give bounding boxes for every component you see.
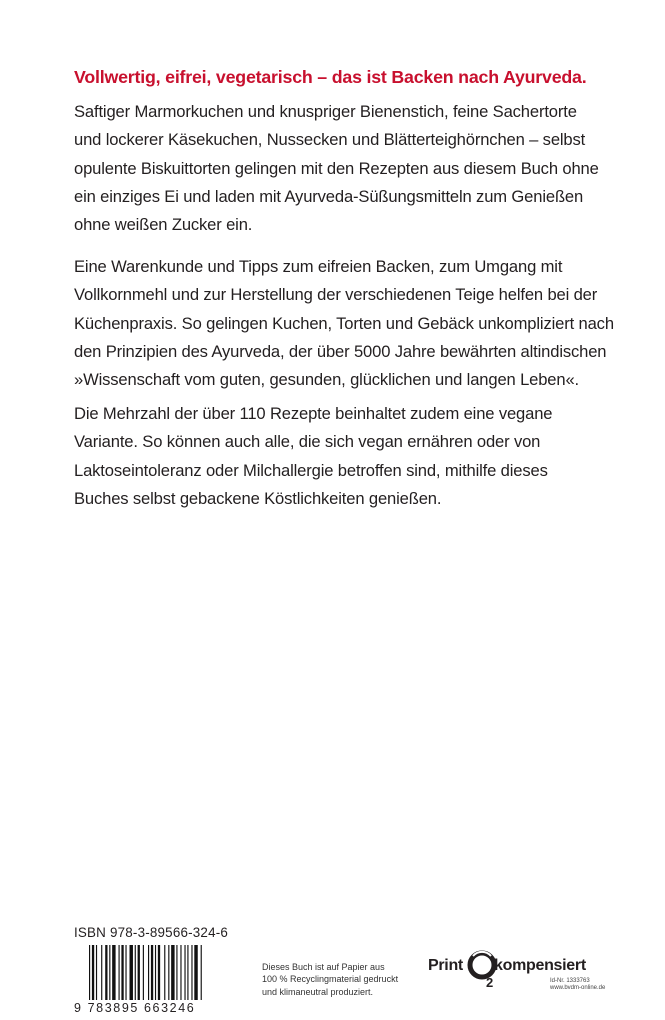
co2-subscript: 2 <box>486 975 494 990</box>
barcode-bar <box>109 945 110 1000</box>
barcode-bar <box>158 945 160 1000</box>
recycling-note-line: 100 % Recyclingmaterial gedruckt <box>262 974 399 985</box>
text-line: den Prinzipien des Ayurveda, der über 5000 Jahre bewährten altindischen <box>74 341 607 361</box>
paragraph-1 <box>74 98 604 239</box>
barcode-bar <box>138 945 140 1000</box>
barcode-bar <box>155 945 156 1000</box>
text-line: opulente Biskuittorten gelingen mit den Rezepten aus diesem Buch ohne <box>74 158 599 178</box>
print-co2-kompensiert-logo <box>428 945 606 1013</box>
text-line: Saftiger Marmorkuchen und knuspriger Bienenstich, feine Sachertorte <box>74 102 577 121</box>
recycling-note-line: Dieses Buch ist auf Papier aus <box>262 962 385 972</box>
barcode-bar <box>125 945 126 1000</box>
barcode-bar <box>151 945 153 1000</box>
barcode-bar <box>112 945 115 1000</box>
barcode-bar <box>176 945 177 1000</box>
text-line: Eine Warenkunde und Tipps zum eifreien Backen, zum Umgang mit <box>74 257 563 276</box>
barcode-bar <box>89 945 90 1000</box>
text-line: Vollkornmehl und zur Herstellung der verschiedenen Teige helfen bei der <box>74 285 598 305</box>
text-line: und lockerer Käsekuchen, Nussecken und Blätterteighörnchen – selbst <box>74 130 586 150</box>
barcode-bar <box>105 945 107 1000</box>
logo-url: www.bvdm-online.de <box>550 985 606 991</box>
barcode-bar <box>184 945 185 1000</box>
barcode-bar <box>101 945 102 1000</box>
barcode-bar <box>96 945 97 1000</box>
text-line: ohne weißen Zucker ein. <box>74 215 253 235</box>
paragraph-3 <box>74 400 604 513</box>
text-line: Die Mehrzahl der über 110 Rezepte beinhaltet zudem eine vegane <box>74 404 553 423</box>
recycling-note <box>262 961 398 998</box>
barcode <box>89 945 221 1000</box>
headline: Vollwertig, eifrei, vegetarisch – das ist Backen nach Ayurveda. <box>74 67 587 87</box>
barcode-bar <box>191 945 192 1000</box>
barcode-bar <box>168 945 169 1000</box>
barcode-digits: 9 783895 663246 <box>74 1001 196 1015</box>
isbn-label: ISBN 978-3-89566-324-6 <box>74 925 229 940</box>
logo-id-number: Id-Nr. 1333763 <box>550 978 590 984</box>
logo-print-word: Print <box>428 957 463 974</box>
barcode-bar <box>143 945 144 1000</box>
logo-kompensiert-word: kompensiert <box>494 957 586 974</box>
text-line: »Wissenschaft vom guten, gesunden, glücklichen und langen Leben«. <box>74 370 580 390</box>
barcode-bar <box>164 945 165 1000</box>
barcode-bar <box>92 945 94 1000</box>
barcode-bar <box>187 945 188 1000</box>
text-line: Küchenpraxis. So gelingen Kuchen, Torten und Gebäck unkompliziert nach <box>74 313 614 333</box>
barcode-bar <box>135 945 136 1000</box>
text-line: ein einziges Ei und laden mit Ayurveda-Süßungsmitteln zum Genießen <box>74 186 584 206</box>
barcode-bar <box>201 945 202 1000</box>
paragraph-2 <box>74 253 614 394</box>
barcode-bar <box>180 945 181 1000</box>
barcode-bar <box>148 945 149 1000</box>
barcode-bar <box>121 945 123 1000</box>
barcode-bar <box>130 945 133 1000</box>
text-line: Buches selbst gebackene Köstlichkeiten genießen. <box>74 488 442 508</box>
recycling-note-line: und klimaneutral produziert. <box>262 986 374 997</box>
text-line: Variante. So können auch alle, die sich vegan ernähren oder von <box>74 432 541 452</box>
barcode-bar <box>194 945 197 1000</box>
text-line: Laktoseintoleranz oder Milchallergie betroffen sind, mithilfe dieses <box>74 460 548 480</box>
barcode-bar <box>171 945 174 1000</box>
barcode-bar <box>119 945 120 1000</box>
